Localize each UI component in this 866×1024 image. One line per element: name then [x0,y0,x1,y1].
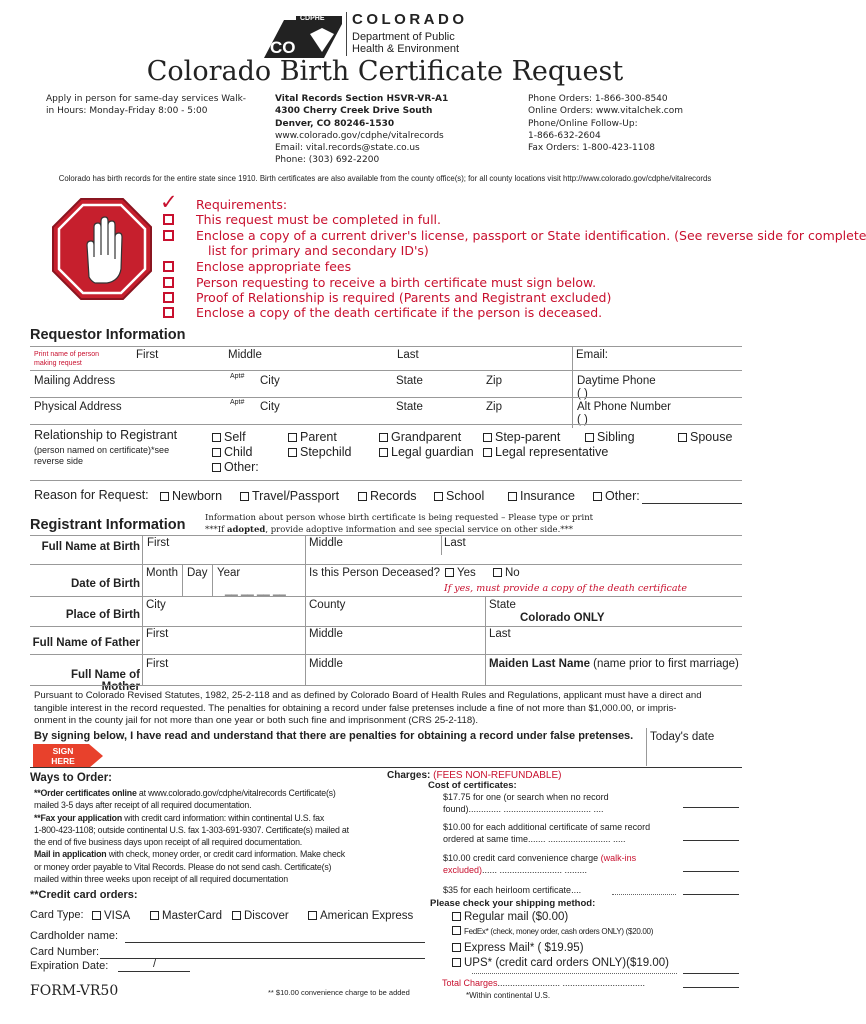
page-title: Colorado Birth Certificate Request [146,56,624,87]
stop-hand-icon [51,197,153,301]
checkbox[interactable] [358,492,367,501]
alt-phone-label: Alt Phone Number [577,401,671,413]
ways-heading: Ways to Order: [30,772,113,784]
physical-state-label: State [396,401,423,413]
deceased-note: If yes, must provide a copy of the death certificate [444,583,687,594]
physical-apt-label: Apt# [230,399,245,406]
pob-county: County [309,599,346,611]
mailing-city-label: City [260,375,280,387]
checkbox[interactable] [452,926,461,935]
father-first: First [146,628,169,640]
cardholder-label: Cardholder name: [30,930,119,942]
charge-heirloom: $35 for each heirloom certificate.... [443,885,582,895]
records-note: Colorado has birth records for the entire state since 1910. Birth certificates are also available from the county office(s); for all county locations visit http://www.colorado.gov/cdphe/vitalrecords [58,174,712,183]
card-number-line[interactable] [100,958,425,959]
checkmark-icon: ✓ [160,191,178,214]
expiration-label: Expiration Date: [30,960,109,972]
checkbox[interactable] [452,958,461,967]
mailing-state-label: State [396,375,423,387]
req-item-4: Person requesting to receive a birth certificate must sign below. [196,275,597,290]
checkbox[interactable] [379,433,388,442]
father-last: Last [489,628,511,640]
reason-newborn[interactable]: Newborn [160,489,222,503]
checkbox[interactable] [288,433,297,442]
checkbox[interactable] [493,568,502,577]
daytime-phone-label: Daytime Phone [577,375,656,387]
dob-day: Day [187,567,208,579]
registrant-note-2: ***If adopted, provide adoptive information and see special service on other side.*** [205,525,574,535]
mother-maiden: Maiden Last Name (name prior to first marriage) [489,658,739,670]
req-item-2: Enclose a copy of a current driver's license, passport or State identification. (See reverse side for complete [196,228,866,243]
order-text: **Order certificates online at www.colorado.gov/cdphe/vitalrecords Certificate(s) mailed 3-5 days after receipt of all required documentation. **Fax your application with credit card information: within continental U.S. fax 1-800-423-1108; outside continental U.S. fax 1-303-691-9307. Certificate(s) mailed at the end of five business days upon receipt of all required documentation. Mail in application with check, money order, or credit card information. Make check or money order payable to Vital Records. Please do not send cash. Certificate(s) mailed within three weeks upon receipt of all required documentation [34,788,349,885]
charge-convenience: $10.00 credit card convenience charge (walk-ins excluded)...... ......................... ......... [443,853,637,875]
daytime-phone-paren: ( ) [577,388,588,400]
expiration-line[interactable] [118,971,190,972]
checkbox[interactable] [150,911,159,920]
dob-label: Date of Birth [71,578,140,590]
requestor-middle-label: Middle [228,349,262,361]
statute-text: Pursuant to Colorado Revised Statutes, 1982, 25-2-118 and as defined by Colorado Board of Health Rules and Regulations, applicant must have a direct and tangible interest in the record requested. The penalties for obtaining a record under false pretenses include a fine of not more than $1,000.00, or impris- onment in the county jail for not more than one year or both such fine and imprisonment (CRS 25-2-118). [34,690,702,726]
rel-legal-guardian[interactable]: Legal guardian [379,445,474,459]
req-checkbox[interactable] [163,277,174,288]
mother-first: First [146,658,169,670]
father-middle: Middle [309,628,343,640]
walkin-info: Apply in person for same-day services Walk- in Hours: Monday-Friday 8:00 - 5:00 [46,94,247,116]
checkbox[interactable] [160,492,169,501]
reason-insurance[interactable]: Insurance [508,489,575,503]
checkbox[interactable] [308,911,317,920]
ship-fedex[interactable]: FedEx* (check, money order, cash orders ONLY) ($20.00) [452,926,653,936]
deceased-no[interactable]: No [493,567,520,579]
shipping-heading: Please check your shipping method: [430,898,596,909]
req-item-5: Proof of Relationship is required (Parents and Registrant excluded) [196,290,612,305]
mailing-address-label: Mailing Address [34,375,116,387]
pob-state: State [489,599,516,611]
mailing-apt-label: Apt# [230,373,245,380]
cc-heading: **Credit card orders: [30,889,138,901]
deceased-question: Is this Person Deceased? [309,567,441,579]
mother-middle: Middle [309,658,343,670]
checkbox[interactable] [445,568,454,577]
pob-label: Place of Birth [65,609,140,621]
alt-phone-paren: ( ) [577,414,588,426]
father-label: Full Name of Father [32,637,140,649]
checkbox[interactable] [593,492,602,501]
checkbox[interactable] [212,463,221,472]
todays-date-label: Today's date [650,731,715,743]
order-phones: Phone Orders: 1-866-300-8540 Online Orders: www.vitalchek.com Phone/Online Follow-Up: 1-866-632-2604 Fax Orders: 1-800-423-1108 [528,94,684,154]
reg-last-label: Last [444,537,466,549]
dob-year-blanks: __ __ __ __ [225,584,286,596]
reg-first-label: First [147,537,170,549]
rel-stepchild[interactable]: Stepchild [288,445,351,459]
checkbox[interactable] [483,448,492,457]
physical-address-label: Physical Address [34,401,122,413]
checkbox[interactable] [92,911,101,920]
charge-one: $17.75 for one (or search when no record found)............. ................................... .... [443,792,609,814]
requirements-heading: Requirements: [196,197,288,212]
relationship-note: (person named on certificate)*see reverse side [34,445,170,466]
req-item-3: Enclose appropriate fees [196,259,352,274]
checkbox[interactable] [585,433,594,442]
req-checkbox[interactable] [163,307,174,318]
continental-note: *Within continental U.S. [466,991,551,1000]
reason-other[interactable]: Other: [593,489,640,503]
cost-heading: Cost of certificates: [428,780,517,791]
cardholder-line[interactable] [125,942,425,943]
reason-school[interactable]: School [434,489,484,503]
registrant-note-1: Information about person whose birth certificate is being requested – Please type or print [205,513,594,523]
form-id: FORM-VR50 [30,983,119,999]
sign-here-arrow[interactable] [33,744,103,768]
rel-grandparent[interactable]: Grandparent [379,430,461,444]
sign-here-label: SIGN HERE [51,746,75,766]
ship-regular[interactable]: Regular mail ($0.00) [452,911,568,923]
agency-dept-2: Health & Environment [352,43,459,55]
requestor-last-label: Last [397,349,419,361]
requestor-email-label: Email: [576,349,608,361]
reg-middle-label: Middle [309,537,343,549]
checkbox[interactable] [483,433,492,442]
reason-records[interactable]: Records [358,489,417,503]
reason-label: Reason for Request: [34,488,149,502]
checkbox[interactable] [379,448,388,457]
logo-co-text: CO [270,38,296,57]
physical-zip-label: Zip [486,401,502,413]
charges-heading: Charges: (FEES NON-REFUNDABLE) [387,770,562,781]
card-amex[interactable]: American Express [308,910,413,922]
checkbox[interactable] [240,492,249,501]
card-mastercard[interactable]: MasterCard [150,910,222,922]
req-checkbox[interactable] [163,292,174,303]
pob-city: City [146,599,166,611]
rel-other[interactable]: Other: [212,460,259,474]
reason-travel[interactable]: Travel/Passport [240,489,339,503]
convenience-note: ** $10.00 convenience charge to be added [268,988,410,997]
requestor-heading: Requestor Information [30,327,186,343]
relationship-label: Relationship to Registrant [34,428,178,442]
rel-child[interactable]: Child [212,445,253,459]
rel-parent[interactable]: Parent [288,430,337,444]
mailing-zip-label: Zip [486,375,502,387]
card-type-label: Card Type: [30,909,84,921]
checkbox[interactable] [232,911,241,920]
print-name-label: Print name of person making request [34,351,99,367]
checkbox[interactable] [452,912,461,921]
rel-legal-rep[interactable]: Legal representative [483,445,608,459]
checkbox[interactable] [508,492,517,501]
req-item-2b: list for primary and secondary ID's) [208,243,429,258]
req-checkbox[interactable] [163,214,174,225]
mailing-info: Vital Records Section HSVR-VR-A1 4300 Cherry Creek Drive South Denver, CO 80246-1530 www.colorado.gov/cdphe/vitalrecords Email: vital.records@state.co.us Phone: (303) 692-2200 [275,94,449,166]
registrant-heading: Registrant Information [30,517,186,533]
req-checkbox[interactable] [163,230,174,241]
dob-year: Year [217,567,241,579]
agency-dept-1: Department of Public [352,31,455,43]
cdphe-logo [264,8,342,58]
checkbox[interactable] [212,448,221,457]
checkbox[interactable] [678,433,687,442]
charge-additional: $10.00 for each additional certificate of same record ordered at same time....... ......................... ..... [443,822,651,844]
ship-ups[interactable]: UPS* (credit card orders ONLY)($19.00) [452,957,669,969]
dob-month: Month [146,567,178,579]
physical-city-label: City [260,401,280,413]
checkbox[interactable] [452,943,461,952]
total-charges: Total Charges......................... ................................. [442,978,646,988]
req-checkbox[interactable] [163,261,174,272]
pob-colorado-only: Colorado ONLY [520,612,605,624]
full-name-label: Full Name at Birth [41,541,140,553]
mother-label: Full Name of Mother [70,669,140,693]
req-item-6: Enclose a copy of the death certificate if the person is deceased. [196,305,603,320]
agency-state: COLORADO [352,11,468,28]
rel-step-parent[interactable]: Step-parent [483,430,560,444]
expiration-slash: / [153,958,157,970]
card-discover[interactable]: Discover [232,910,289,922]
checkbox[interactable] [288,448,297,457]
req-item-1: This request must be completed in full. [196,212,441,227]
sign-statement: By signing below, I have read and understand that there are penalties for obtaining a record under false pretenses. [34,730,634,742]
requestor-first-label: First [136,349,159,361]
rel-spouse[interactable]: Spouse [678,430,732,444]
checkbox[interactable] [434,492,443,501]
ship-express[interactable]: Express Mail* ( $19.95) [452,942,584,954]
logo-cdphe-text: CDPHE [300,15,325,22]
checkbox[interactable] [212,433,221,442]
card-visa[interactable]: VISA [92,910,130,922]
rel-sibling[interactable]: Sibling [585,430,635,444]
card-number-label: Card Number: [30,946,100,958]
deceased-yes[interactable]: Yes [445,567,476,579]
rel-self[interactable]: Self [212,430,246,444]
